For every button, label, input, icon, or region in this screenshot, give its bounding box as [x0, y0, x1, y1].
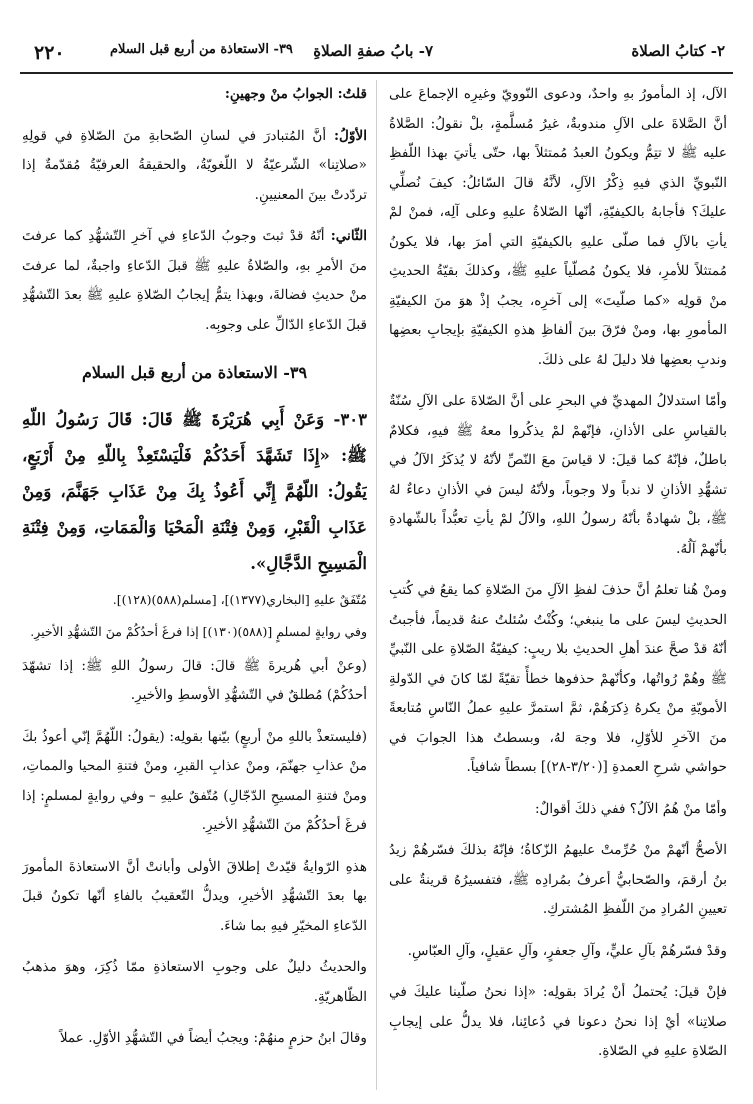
book-title: ٧- بابُ صفةِ الصلاةِ [313, 42, 433, 60]
column-divider [376, 80, 377, 1090]
paragraph: وأمّا استدلالُ المهديِّ في البحرِ على أنَّ الصّلاةَ على الآلِ سُنّةٌ بالقياسِ على الأذانِ، فإنّهمْ لمْ يذكُروا معهُ ﷺ فيهِ، فكلامٌ باطلٌ، فإنّهُ كما قيلَ: لا قياسَ معَ النّصِّ لأنّهُ لا يُذكَرُ الآلُ في تشهُّدِ الأذانِ لا ندباً ولا وجوباً، ولأنّهُ ليسَ في الأذانِ دعاءٌ لهُ ﷺ، بلْ شهادةٌ بأنّهُ رسولُ اللهِ، والآلُ لمْ يأتِ تعبُّداً بالشّهادةِ بأنّهمْ آلُهُ. [389, 393, 727, 557]
paragraph: والحديثُ دليلٌ على وجوبِ الاستعاذةِ ممّا ذُكِرَ، وهوَ مذهبُ الظّاهريّةِ. [22, 959, 367, 1005]
paragraph: (فليستعذْ باللهِ منْ أربعٍ) بيّنها بقولِه: (يقولُ: اللّهُمَّ إنّي أعوذُ بكَ منْ عذابِ جهنّمَ، ومنْ عذابِ القبرِ، ومنْ فتنةِ المحيا والمماتِ، ومنْ فتنةِ المسيحِ الدّجّالِ) مُتّفقٌ عليهِ – وفي روايةٍ لمسلمٍ: إذا فرغَ أحدُكُمْ منَ التّشهُّدِ الأخيرِ. [22, 728, 367, 833]
paragraph: قلتُ: الجوابُ منْ وجهينِ: [224, 86, 367, 102]
paragraph: الآل، إذ المأمورُ بهِ واحدٌ، ودعوى النّوويّ وغيرِه الإجماعَ على أنَّ الصَّلاةَ على الآلِ مندوبةٌ، غيرُ مُسلَّمةٍ، بلْ نقولُ: الصَّلاةُ عليه ﷺ لا تتِمُّ ويكونُ العبدُ مُمتثلاً بها، حتّى يأتيَ بهذا اللّفظِ النّبويِّ الذي فيهِ ذِكْرُ الآلِ، لأنَّهُ قالَ السّائلُ: كيفَ نُصلِّي عليكَ؟ فأجابهُ بالكيفيّةِ، أنّها الصّلاةُ عليهِ وعلى آلِه، فمنْ لمْ يأتِ بالآلِ فما صلّى عليهِ بالكيفيّةِ التي أمرَ بها، فلا يكونُ مُمتثلاً للأمرِ، فلا يكونُ مُصلّياً عليهِ ﷺ، وكذلكَ بقيّةُ الحديثِ منْ قولِه «كما صلّيتَ» إلى آخرِه، يجبُ إذْ هوَ منَ الكيفيّةِ المأمورِ بها، ومنْ فرّقَ بينَ ألفاظِ هذهِ الكيفيّةِ بإيجابِ بعضِها وندبِ بعضِها فلا دليلَ لهُ على ذلكَ. [389, 86, 727, 368]
page-number: ٢٢٠ [34, 42, 65, 64]
hadith-source: مُتّفَقٌ عليهِ [البخاري(١٣٧٧)]، [مسلم(٥٨٨)(١٢٨)]. [112, 591, 367, 607]
paragraph [22, 222, 367, 340]
running-header [20, 28, 733, 74]
hadith-text: ٣٠٣- وَعَنْ أَبِي هُرَيْرَةَ ﷺ قَالَ: قَالَ رَسُولُ اللّهِ ﷺ: «إِذَا تَشَهَّدَ أَحَدُكُمْ فَلْيَسْتَعِذْ بِاللّهِ مِنْ أَرْبَعٍ، يَقُولُ: اللّهُمَّ إِنِّي أَعُوذُ بِكَ مِنْ عَذَابِ جَهَنَّمَ، وَمِنْ عَذَابِ الْقَبْرِ، وَمِنْ فِتْنَةِ الْمَحْيَا وَالْمَمَاتِ، وَمِنْ فِتْنَةِ الْمَسِيحِ الدَّجَّالِ». [22, 409, 367, 573]
paragraph-text: أنَّ المُتبادرَ في لسانِ الصّحابةِ منَ الصّلاةِ في قولِهِ «صلاتِنا» الشّرعيّةُ لا اللّغويّةُ، والحقيقةُ العرفيّةُ مُقدّمةٌ إذا تردّدتْ بينَ المعنيينِ. [22, 127, 367, 203]
paragraph: وأمّا منْ هُمُ الآلُ؟ ففي ذلكَ أقوالٌ: [534, 800, 727, 817]
paragraph: الأصحُّ أنّهمْ منْ حُرِّمتْ عليهمُ الزّكاةُ؛ فإنّهُ بذلكَ فسّرهُمْ زيدُ بنُ أرقمَ، والصّحابيُّ أعرفُ بمُرادِه ﷺ، فتفسيرُهُ قرينةٌ على تعيينِ المُرادِ منَ اللّفظِ المُشتركِ. [389, 842, 727, 917]
paragraph-lead: الثّاني: [330, 228, 367, 244]
paragraph: هذهِ الرّوايةُ قيّدتْ إطلاقَ الأولى وأبانتْ أنَّ الاستعاذةَ المأمورَ بها بعدَ التّشهُّدِ الأخيرِ، ويدلُّ التّعقيبُ بالفاءِ أنّها تكونُ قبلَ الدّعاءِ المخيّرِ فيهِ بما شاءَ. [22, 858, 367, 934]
paragraph: وقدْ فسّرهُمْ بآلِ عليٍّ، وآلِ جعفرٍ، وآلِ عقيلٍ، وآلِ العبّاسِ. [407, 942, 727, 959]
section-heading: ٣٩- الاستعاذة من أربع قبل السلام [81, 363, 308, 382]
paragraph: (وعنْ أبي هُريرةَ ﷺ قالَ: قالَ رسولُ اللهِ ﷺ: إذا تشهّدَ أحدُكُمْ) مُطلقٌ في التّشهُّدِ الأوسطِ والأخيرِ. [22, 657, 367, 703]
left-column [22, 80, 367, 1092]
paragraph-text: أنّهُ قدْ ثبتَ وجوبُ الدّعاءِ في آخرِ التّشهُّدِ كما عرفتَ منَ الأمرِ بهِ، والصّلاةُ عليهِ ﷺ قبلَ الدّعاءِ واجبةٌ، لما عرفتَ منْ حديثِ فضالةَ، وبهذا يتمُّ إيجابُ الصّلاةِ عليهِ ﷺ بعدَ التّشهُّدِ قبلَ الدّعاءِ الدّالِّ على وجوبِه. [22, 228, 367, 333]
paragraph: وقالَ ابنُ حزمٍ منهُمْ: ويجبُ أيضاً في التّشهُّدِ الأوّلِ. عملاً [59, 1030, 367, 1046]
right-column [389, 80, 727, 1092]
paragraph: فإنْ قيلَ: يُحتملُ أنْ يُرادَ بقولِه: «إذا نحنُ صلّينا عليكَ في صلاتِنا» أيْ إذا نحنُ دعونا في دُعائِنا، فلا يدلُّ على إيجابِ الصّلاةِ عليهِ في الصّلاةِ. [389, 984, 727, 1059]
paragraph: ومنْ هُنا تعلمُ أنَّ حذفَ لفظِ الآلِ منَ الصّلاةِ كما يقعُ في كُتبِ الحديثِ ليسَ على ما ينبغي؛ وكُنْتُ سُئلتُ عنهُ قديماً، فأجبتُ أنّهُ قدْ صحَّ عندَ أهلِ الحديثِ بلا ريبٍ: كيفيّةُ الصّلاةِ على النّبيِّ ﷺ وهُمْ رُواتُها، وكأنّهمْ حذفوها خطأً تقيّةً لمّا كانَ في الدّولةِ الأمويّةِ منْ يكرهُ ذِكرَهُمْ، ثمَّ استمرَّ عليهِ عملُ النّاسِ مُتابعةً منَ الآخرِ للأوّلِ، فلا وجهَ لهُ، وبسطتُ هذا الجوابَ في حواشي شرحِ العمدةِ [(٣/٢٠-٢٨)] بسطاً شافياً. [389, 582, 727, 775]
chapter-title: ٢- كتابُ الصلاة [631, 42, 725, 60]
paragraph-lead: الأوّلُ: [334, 127, 367, 144]
hadith-variant: وفي روايةٍ لمسلمٍ [(٥٨٨)(١٣٠)] إذا فرغَ أحدُكُمْ منَ التّشهُّدِ الأخيرِ. [30, 623, 367, 639]
paragraph [22, 122, 367, 211]
section-running-title: ٣٩- الاستعاذة من أربع قبل السلام [110, 42, 293, 57]
